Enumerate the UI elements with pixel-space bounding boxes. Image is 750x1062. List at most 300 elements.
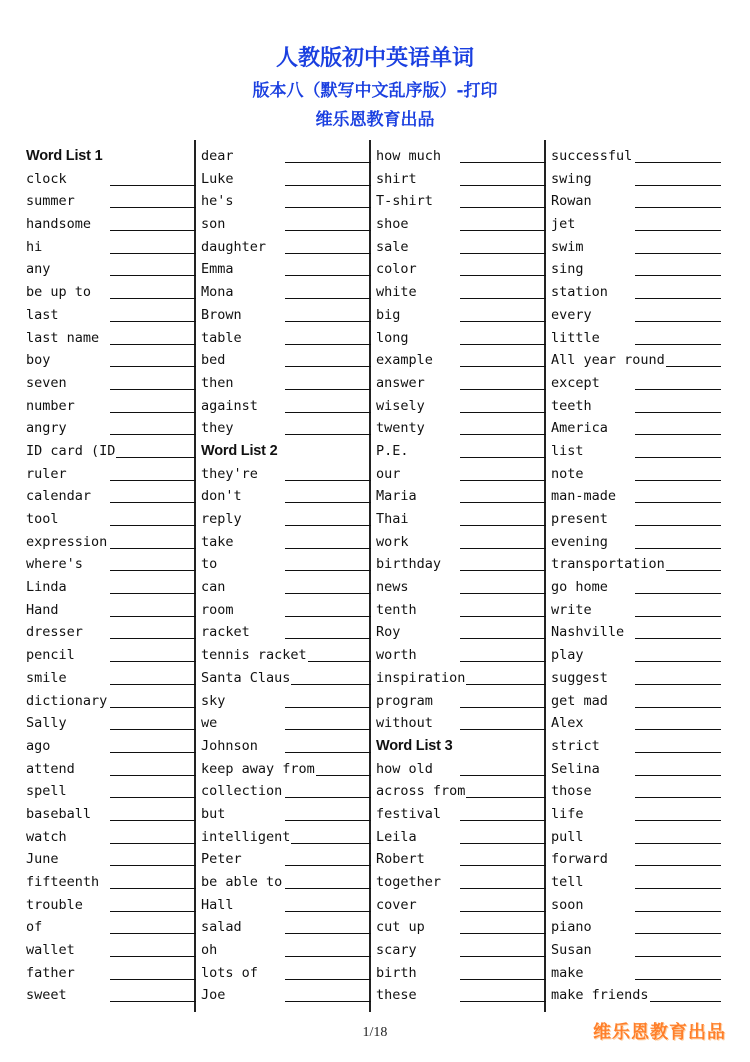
answer-blank bbox=[460, 207, 546, 208]
word-row bbox=[551, 599, 721, 622]
answer-blank bbox=[110, 275, 196, 276]
english-word: little bbox=[551, 329, 600, 346]
english-word: life bbox=[551, 805, 584, 822]
english-word: play bbox=[551, 647, 584, 664]
word-row bbox=[551, 327, 721, 350]
word-column-3 bbox=[376, 145, 546, 1007]
word-row bbox=[551, 962, 721, 985]
english-word: reply bbox=[201, 511, 242, 527]
english-word: he's bbox=[201, 193, 234, 210]
word-row bbox=[551, 440, 721, 463]
answer-blank bbox=[460, 457, 546, 458]
answer-blank bbox=[460, 820, 546, 821]
english-word: cut up bbox=[376, 919, 425, 936]
word-row bbox=[551, 145, 721, 168]
english-word: Luke bbox=[201, 170, 234, 187]
word-row bbox=[376, 372, 546, 395]
english-word: birth bbox=[376, 964, 417, 981]
word-row bbox=[376, 508, 546, 531]
english-word: man-made bbox=[551, 488, 617, 505]
english-word: make bbox=[551, 964, 584, 981]
answer-blank bbox=[285, 684, 371, 685]
word-row bbox=[201, 758, 371, 781]
english-word: jet bbox=[551, 216, 576, 233]
english-word: we bbox=[201, 715, 218, 732]
word-row bbox=[376, 349, 546, 372]
english-word: how old bbox=[376, 760, 433, 777]
english-word: swim bbox=[551, 238, 584, 255]
word-row bbox=[26, 258, 196, 281]
answer-blank bbox=[110, 775, 196, 776]
answer-blank bbox=[110, 593, 196, 594]
english-word: bed bbox=[201, 352, 226, 369]
answer-blank bbox=[285, 820, 371, 821]
english-word: transportation bbox=[551, 556, 665, 573]
answer-blank bbox=[285, 956, 371, 957]
page-number: 1/18 bbox=[362, 1025, 388, 1040]
english-word: fifteenth bbox=[26, 874, 100, 890]
english-word: Emma bbox=[201, 261, 234, 278]
word-row bbox=[551, 848, 721, 871]
english-word: trouble bbox=[26, 896, 83, 913]
word-row bbox=[26, 984, 196, 1007]
english-word: every bbox=[551, 306, 592, 323]
word-row bbox=[376, 485, 546, 508]
word-row bbox=[376, 712, 546, 735]
answer-blank bbox=[285, 843, 371, 844]
english-word: successful bbox=[551, 148, 633, 164]
word-row bbox=[201, 304, 371, 327]
english-word: pull bbox=[551, 828, 584, 845]
answer-blank bbox=[460, 253, 546, 254]
english-word: smile bbox=[26, 669, 67, 686]
answer-blank bbox=[460, 389, 546, 390]
english-word: can bbox=[201, 579, 226, 596]
answer-blank bbox=[460, 979, 546, 980]
word-row bbox=[376, 213, 546, 236]
english-word: tool bbox=[26, 511, 59, 527]
page-subtitle: 版本八（默写中文乱序版）-打印 bbox=[252, 81, 498, 101]
english-word: don't bbox=[201, 488, 242, 505]
english-word: summer bbox=[26, 193, 75, 210]
word-row bbox=[26, 190, 196, 213]
answer-blank bbox=[285, 593, 371, 594]
answer-blank bbox=[110, 548, 196, 549]
answer-blank bbox=[110, 979, 196, 980]
english-word: any bbox=[26, 261, 51, 278]
english-word: clock bbox=[26, 170, 67, 187]
answer-blank bbox=[110, 956, 196, 957]
answer-blank bbox=[460, 933, 546, 934]
english-word: tenth bbox=[376, 601, 417, 618]
answer-blank bbox=[285, 797, 371, 798]
word-row bbox=[26, 213, 196, 236]
answer-blank bbox=[285, 548, 371, 549]
word-row bbox=[201, 145, 371, 168]
word-row bbox=[201, 258, 371, 281]
answer-blank bbox=[285, 638, 371, 639]
word-row bbox=[26, 758, 196, 781]
answer-blank bbox=[635, 321, 721, 322]
word-row bbox=[376, 621, 546, 644]
word-row bbox=[551, 712, 721, 735]
answer-blank bbox=[110, 502, 196, 503]
word-row bbox=[376, 848, 546, 871]
word-column-4 bbox=[551, 145, 721, 1007]
word-row bbox=[551, 984, 721, 1007]
word-row bbox=[201, 190, 371, 213]
english-word: baseball bbox=[26, 805, 92, 822]
answer-blank bbox=[460, 888, 546, 889]
word-row bbox=[376, 553, 546, 576]
english-word: room bbox=[201, 601, 234, 618]
word-row bbox=[376, 531, 546, 554]
english-word: against bbox=[201, 397, 258, 414]
answer-blank bbox=[460, 593, 546, 594]
publisher-line: 维乐恩教育出品 bbox=[315, 110, 435, 130]
word-row bbox=[201, 327, 371, 350]
word-row bbox=[376, 145, 546, 168]
english-word: Brown bbox=[201, 306, 242, 323]
english-word: collection bbox=[201, 783, 283, 800]
answer-blank bbox=[635, 502, 721, 503]
word-row bbox=[551, 576, 721, 599]
answer-blank bbox=[460, 638, 546, 639]
word-row bbox=[551, 168, 721, 191]
word-row bbox=[201, 871, 371, 894]
answer-blank bbox=[285, 321, 371, 322]
word-row bbox=[376, 440, 546, 463]
answer-blank bbox=[635, 956, 721, 957]
answer-blank bbox=[635, 298, 721, 299]
answer-blank bbox=[635, 389, 721, 390]
english-word: Joe bbox=[201, 987, 226, 1004]
answer-blank bbox=[110, 933, 196, 934]
answer-blank bbox=[460, 1001, 546, 1002]
word-row bbox=[201, 349, 371, 372]
word-row bbox=[376, 690, 546, 713]
english-word: Sally bbox=[26, 715, 67, 732]
english-word: tennis racket bbox=[201, 647, 307, 664]
english-word: lots of bbox=[201, 964, 258, 981]
answer-blank bbox=[635, 162, 721, 163]
answer-blank bbox=[110, 729, 196, 730]
word-row bbox=[376, 939, 546, 962]
answer-blank bbox=[285, 162, 371, 163]
answer-blank bbox=[460, 321, 546, 322]
answer-blank bbox=[635, 185, 721, 186]
answer-blank bbox=[635, 412, 721, 413]
english-word: present bbox=[551, 511, 608, 527]
word-row bbox=[26, 327, 196, 350]
word-row bbox=[26, 962, 196, 985]
word-list-heading bbox=[376, 735, 546, 758]
answer-blank bbox=[460, 570, 546, 571]
word-row bbox=[26, 531, 196, 554]
word-row bbox=[26, 644, 196, 667]
answer-blank bbox=[285, 480, 371, 481]
answer-blank bbox=[460, 162, 546, 163]
answer-blank bbox=[635, 207, 721, 208]
english-word: hi bbox=[26, 238, 43, 255]
english-word: those bbox=[551, 783, 592, 800]
word-row bbox=[26, 304, 196, 327]
word-row bbox=[26, 916, 196, 939]
english-word: watch bbox=[26, 828, 67, 845]
answer-blank bbox=[635, 865, 721, 866]
english-word: keep away from bbox=[201, 760, 315, 777]
answer-blank bbox=[285, 366, 371, 367]
answer-blank bbox=[635, 480, 721, 481]
answer-blank bbox=[635, 707, 721, 708]
english-word: last name bbox=[26, 329, 100, 346]
word-row bbox=[551, 258, 721, 281]
english-word: pencil bbox=[26, 647, 75, 664]
english-word: take bbox=[201, 533, 234, 550]
answer-blank bbox=[460, 729, 546, 730]
answer-blank bbox=[285, 933, 371, 934]
answer-blank bbox=[110, 389, 196, 390]
word-row bbox=[376, 644, 546, 667]
answer-blank bbox=[635, 775, 721, 776]
answer-blank bbox=[110, 616, 196, 617]
answer-blank bbox=[110, 797, 196, 798]
english-word: seven bbox=[26, 374, 67, 391]
english-word: shoe bbox=[376, 216, 409, 233]
word-row bbox=[26, 440, 196, 463]
answer-blank bbox=[635, 820, 721, 821]
answer-blank bbox=[460, 275, 546, 276]
english-word: boy bbox=[26, 352, 51, 369]
word-row bbox=[201, 417, 371, 440]
english-word: calendar bbox=[26, 488, 92, 505]
english-word: make friends bbox=[551, 987, 649, 1004]
word-row bbox=[201, 281, 371, 304]
answer-blank bbox=[635, 457, 721, 458]
word-row bbox=[26, 780, 196, 803]
word-row bbox=[26, 848, 196, 871]
word-row bbox=[376, 871, 546, 894]
english-word: except bbox=[551, 374, 600, 391]
answer-blank bbox=[285, 1001, 371, 1002]
answer-blank bbox=[110, 752, 196, 753]
english-word: forward bbox=[551, 851, 608, 868]
answer-blank bbox=[110, 707, 196, 708]
english-word: big bbox=[376, 306, 401, 323]
word-row bbox=[201, 644, 371, 667]
answer-blank bbox=[460, 865, 546, 866]
word-row bbox=[551, 690, 721, 713]
english-word: Mona bbox=[201, 284, 234, 301]
answer-blank bbox=[285, 911, 371, 912]
word-row bbox=[26, 621, 196, 644]
answer-blank bbox=[460, 775, 546, 776]
english-word: dictionary bbox=[26, 692, 108, 709]
word-row bbox=[201, 236, 371, 259]
word-row bbox=[26, 667, 196, 690]
word-row bbox=[551, 395, 721, 418]
answer-blank bbox=[285, 979, 371, 980]
word-row bbox=[551, 485, 721, 508]
answer-blank bbox=[460, 502, 546, 503]
english-word: Peter bbox=[201, 851, 242, 868]
word-row bbox=[26, 349, 196, 372]
english-word: daughter bbox=[201, 238, 267, 255]
word-list-heading bbox=[26, 145, 196, 168]
english-word: list bbox=[551, 442, 584, 459]
word-row bbox=[201, 531, 371, 554]
answer-blank bbox=[110, 480, 196, 481]
word-row bbox=[201, 463, 371, 486]
word-row bbox=[551, 553, 721, 576]
answer-blank bbox=[285, 434, 371, 435]
word-row bbox=[551, 236, 721, 259]
answer-blank bbox=[460, 185, 546, 186]
word-row bbox=[201, 599, 371, 622]
english-word: P.E. bbox=[376, 442, 409, 459]
english-word: piano bbox=[551, 919, 592, 936]
english-word: together bbox=[376, 874, 442, 890]
english-word: Rowan bbox=[551, 193, 592, 210]
answer-blank bbox=[285, 616, 371, 617]
word-row bbox=[376, 417, 546, 440]
word-row bbox=[201, 168, 371, 191]
word-row bbox=[26, 803, 196, 826]
english-word: father bbox=[26, 964, 75, 981]
word-row bbox=[26, 168, 196, 191]
word-row bbox=[26, 939, 196, 962]
answer-blank bbox=[285, 275, 371, 276]
word-row bbox=[26, 236, 196, 259]
english-word: Selina bbox=[551, 760, 600, 777]
english-word: dear bbox=[201, 148, 234, 164]
answer-blank bbox=[635, 253, 721, 254]
word-row bbox=[376, 190, 546, 213]
answer-blank bbox=[460, 525, 546, 526]
answer-blank bbox=[110, 570, 196, 571]
english-word: ID card (ID bbox=[26, 442, 116, 459]
word-row bbox=[376, 667, 546, 690]
english-word: Linda bbox=[26, 579, 67, 596]
answer-blank bbox=[635, 275, 721, 276]
english-word: example bbox=[376, 352, 433, 369]
answer-blank bbox=[635, 525, 721, 526]
word-column-2 bbox=[201, 145, 371, 1007]
answer-blank bbox=[460, 707, 546, 708]
word-row bbox=[551, 894, 721, 917]
word-row bbox=[551, 463, 721, 486]
word-row bbox=[376, 826, 546, 849]
word-row bbox=[26, 281, 196, 304]
english-word: wisely bbox=[376, 397, 425, 414]
word-row bbox=[26, 690, 196, 713]
word-row bbox=[376, 758, 546, 781]
word-row bbox=[551, 372, 721, 395]
answer-blank bbox=[285, 389, 371, 390]
english-word: note bbox=[551, 465, 584, 482]
word-row bbox=[201, 916, 371, 939]
word-list-title: Word List 2 bbox=[201, 442, 278, 459]
answer-blank bbox=[635, 979, 721, 980]
word-row bbox=[201, 962, 371, 985]
english-word: across from bbox=[376, 783, 466, 800]
answer-blank bbox=[110, 185, 196, 186]
word-row bbox=[201, 553, 371, 576]
word-row bbox=[26, 599, 196, 622]
english-word: dresser bbox=[26, 624, 83, 641]
english-word: June bbox=[26, 851, 59, 868]
answer-blank bbox=[635, 548, 721, 549]
english-word: racket bbox=[201, 624, 250, 641]
answer-blank bbox=[110, 525, 196, 526]
answer-blank bbox=[635, 752, 721, 753]
answer-blank bbox=[460, 956, 546, 957]
answer-blank bbox=[110, 321, 196, 322]
word-row bbox=[376, 803, 546, 826]
answer-blank bbox=[285, 888, 371, 889]
answer-blank bbox=[285, 298, 371, 299]
answer-blank bbox=[460, 434, 546, 435]
word-row bbox=[376, 984, 546, 1007]
word-row bbox=[376, 236, 546, 259]
word-row bbox=[26, 417, 196, 440]
answer-blank bbox=[460, 412, 546, 413]
english-word: news bbox=[376, 579, 409, 596]
answer-blank bbox=[285, 752, 371, 753]
english-word: ago bbox=[26, 737, 51, 754]
word-list-title: Word List 1 bbox=[26, 148, 103, 164]
word-row bbox=[201, 780, 371, 803]
word-row bbox=[376, 780, 546, 803]
english-word: son bbox=[201, 216, 226, 233]
english-word: Santa Claus bbox=[201, 669, 291, 686]
answer-blank bbox=[635, 888, 721, 889]
answer-blank bbox=[285, 525, 371, 526]
english-word: number bbox=[26, 397, 75, 414]
english-word: worth bbox=[376, 647, 417, 664]
word-row bbox=[376, 395, 546, 418]
word-row bbox=[551, 803, 721, 826]
word-row bbox=[26, 553, 196, 576]
answer-blank bbox=[460, 797, 546, 798]
answer-blank bbox=[285, 344, 371, 345]
english-word: program bbox=[376, 692, 433, 709]
word-row bbox=[551, 349, 721, 372]
word-list-heading bbox=[201, 440, 371, 463]
english-word: Susan bbox=[551, 942, 592, 959]
word-row bbox=[551, 621, 721, 644]
word-row bbox=[551, 871, 721, 894]
answer-blank bbox=[635, 797, 721, 798]
answer-blank bbox=[285, 230, 371, 231]
english-word: festival bbox=[376, 805, 442, 822]
answer-blank bbox=[110, 684, 196, 685]
word-row bbox=[551, 780, 721, 803]
word-row bbox=[551, 508, 721, 531]
answer-blank bbox=[460, 548, 546, 549]
word-row bbox=[376, 258, 546, 281]
english-word: sky bbox=[201, 692, 226, 709]
word-row bbox=[201, 667, 371, 690]
english-word: spell bbox=[26, 783, 67, 800]
word-row bbox=[201, 485, 371, 508]
word-row bbox=[201, 690, 371, 713]
word-row bbox=[26, 372, 196, 395]
english-word: angry bbox=[26, 420, 67, 437]
english-word: Thai bbox=[376, 511, 409, 527]
word-row bbox=[551, 758, 721, 781]
answer-blank bbox=[110, 638, 196, 639]
